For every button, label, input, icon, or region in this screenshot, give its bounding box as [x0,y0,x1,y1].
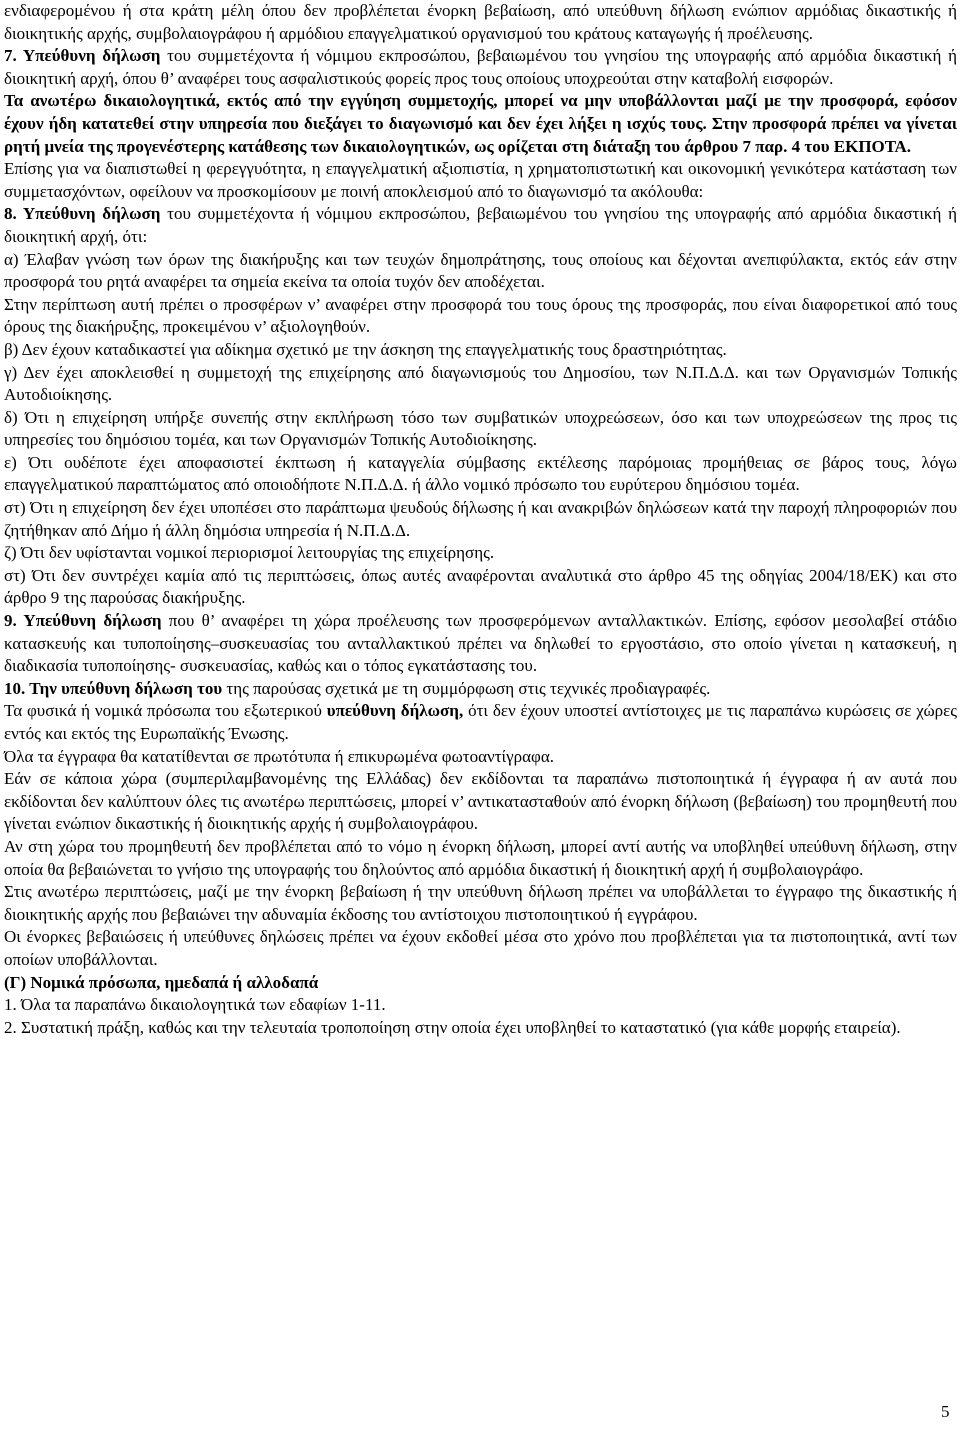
item-text: της παρούσας σχετικά με τη συμμόρφωση στις τεχνικές προδιαγραφές. [222,678,711,698]
paragraph: β) Δεν έχουν καταδικαστεί για αδίκημα σχετικό με την άσκηση της επαγγελματικής τους δραστηριότητας. [4,339,727,359]
paragraph [4,700,957,745]
paragraph-item-8 [4,203,957,248]
paragraph: στ) Ότι η επιχείρηση δεν έχει υποπέσει στο παράπτωμα ψευδούς δήλωσης ή και ανακριβών δηλώσεων κατά την παροχή πληροφοριών που ζητήθηκαν από Δήμο ή άλλη δημόσια υπηρεσία ή Ν.Π.Δ.Δ. [4,498,957,540]
paragraph: Αν στη χώρα του προμηθευτή δεν προβλέπεται από το νόμο η ένορκη δήλωση, μπορεί αντί αυτής να υποβληθεί υπεύθυνη δήλωση, στην οποία θα βεβαιώνεται το γνήσιο της υπογραφής του δηλούντος από αρμόδια δικαστική ή διοικητική αρχή ή συμβολαιογράφο. [4,836,957,879]
page-number: 5 [941,1402,950,1421]
paragraph: Οι ένορκες βεβαιώσεις ή υπεύθυνες δηλώσεις πρέπει να έχουν εκδοθεί μέσα στο χρόνο που προβλέπεται για τα πιστοποιητικά, αντί των οποίων υποβάλλονται. [4,927,957,969]
paragraph: Επίσης για να διαπιστωθεί η φερεγγυότητα, η επαγγελματική αξιοπιστία, η χρηματοπιστωτική και οικονομική γενικότερα κατάσταση των συμμετασχόντων, οφείλουν να προσκομίσουν με ποινή αποκλεισμού από το διαγωνισμό τα ακόλουθα: [4,159,957,201]
section-heading: (Γ) Νομικά πρόσωπα, ημεδαπά ή αλλοδαπά [4,972,319,992]
text-run: ότι δεν έχουν υποστεί αντίστοιχες με τις παραπάνω κυρώσεις σε χώρες εντός και εκτός της Ευρωπαϊκής Ένωσης. [4,701,958,743]
paragraph: δ) Ότι η επιχείρηση υπήρξε συνεπής στην εκπλήρωση τόσο των συμβατικών υποχρεώσεων, όσο και των υποχρεώσεων της προς τις υπηρεσίες του δημόσιου τομέα, και των Οργανισμών Τοπικής Αυτοδιοίκησης. [4,407,957,450]
paragraph: Στην περίπτωση αυτή πρέπει ο προσφέρων ν’ αναφέρει στην προσφορά του τους όρους της προσφοράς, που είναι διαφορετικοί από τους όρους της διακήρυξης, προκειμένου ν’ αξιολογηθούν. [4,294,957,337]
paragraph: 1. Όλα τα παραπάνω δικαιολογητικά των εδαφίων 1-11. [4,995,386,1015]
paragraph: 2. Συστατική πράξη, καθώς και την τελευταία τροποποίηση στην οποία έχει υποβληθεί το καταστατικό (για κάθε μορφής εταιρεία). [4,1017,901,1037]
paragraph: Στις ανωτέρω περιπτώσεις, μαζί με την ένορκη βεβαίωση ή την υπεύθυνη δήλωση πρέπει να υποβάλλεται το έγγραφο της δικαστικής ή διοικητικής αρχής που βεβαιώνει την αδυναμία έκδοσης του αντίστοιχου πιστοποιητικού ή εγγράφου. [4,882,957,924]
paragraph: στ) Ότι δεν συντρέχει καμία από τις περιπτώσεις, όπως αυτές αναφέρονται αναλυτικά στο άρθρο 45 της οδηγίας 2004/18/ΕΚ) και στο άρθρο 9 της παρούσας διακήρυξης. [4,565,957,608]
paragraph: γ) Δεν έχει αποκλεισθεί η συμμετοχή της επιχείρησης από διαγωνισμούς του Δημοσίου, των Ν.Π.Δ.Δ. και των Οργανισμών Τοπικής Αυτοδιοίκησης. [4,362,957,405]
item-heading: 10. Την υπεύθυνη δήλωση του [4,678,223,698]
item-heading: 8. Υπεύθυνη δήλωση [4,204,161,224]
paragraph-item-10 [4,678,957,701]
item-text: του συμμετέχοντα ή νόμιμου εκπροσώπου, βεβαιωμένου του γνησίου της υπογραφής από αρμόδια δικαστική ή διοικητική αρχή, ότι: [4,204,957,246]
paragraph: ε) Ότι ουδέποτε έχει αποφασιστεί έκπτωση ή καταγγελία σύμβασης εκτέλεσης παρόμοιας προμήθειας σε βάρος τους, λόγω επαγγελματικού παραπτώματος από οποιοδήποτε Ν.Π.Δ.Δ. ή άλλο νομικό πρόσωπο του ευρύτερου δημόσιου τομέα. [4,452,957,495]
paragraph-item-9 [4,610,957,678]
paragraph: ζ) Ότι δεν υφίστανται νομικοί περιορισμοί λειτουργίας της επιχείρησης. [4,543,495,563]
paragraph-item-7 [4,45,957,90]
bold-run: υπεύθυνη δήλωση, [326,701,464,721]
item-text: που θ’ αναφέρει τη χώρα προέλευσης των προσφερόμενων ανταλλακτικών. Επίσης, εφόσον μεσολαβεί στάδιο κατασκευής και τυποποίησης–συσκευασίας του ανταλλακτικού πρέπει να δηλωθεί το εργοστάσιο, στο οποίο γίνεται η κατασκευή, η διαδικασία τυποποίησης- συσκευασίας, καθώς και ο τόπος εγκατάστασης του. [4,611,958,676]
paragraph: Όλα τα έγγραφα θα κατατίθενται σε πρωτότυπα ή επικυρωμένα φωτοαντίγραφα. [4,746,555,766]
paragraph: Εάν σε κάποια χώρα (συμπεριλαμβανομένης της Ελλάδας) δεν εκδίδονται τα παραπάνω πιστοποιητικά ή έγγραφα ή αν αυτά που εκδίδονται δεν καλύπτουν όλες τις ανωτέρω περιπτώσεις, μπορεί ν’ αντικατασταθούν από ένορκη δήλωση (βεβαίωση) του προμηθευτή που γίνεται ενώπιον δικαστικής ή διοικητικής αρχής ή συμβολαιογράφου. [4,769,957,834]
item-text: του συμμετέχοντα ή νόμιμου εκπροσώπου, βεβαιωμένου του γνησίου της υπογραφής από αρμόδια δικαστική ή διοικητική αρχή, όπου θ’ αναφέρει τους ασφαλιστικούς φορείς προς τους οποίους υποχρεούται στην καταβολή εισφορών. [4,46,957,88]
text-run: Τα φυσικά ή νομικά πρόσωπα του εξωτερικού [4,701,327,721]
paragraph: α) Έλαβαν γνώση των όρων της διακήρυξης και των τευχών δημοπράτησης, τους οποίους και δέχονται ανεπιφύλακτα, εκτός εάν στην προσφορά του ρητά αναφέρει τα σημεία εκείνα τα οποία τυχόν δεν αποδέχεται. [4,249,957,292]
paragraph: ενδιαφερομένου ή στα κράτη μέλη όπου δεν προβλέπεται ένορκη βεβαίωση, από υπεύθυνη δήλωση ενώπιον αρμόδιας δικαστικής ή διοικητικής αρχής, συμβολαιογράφου ή αρμόδιου επαγγελματικού οργανισμού του κράτους καταγωγής ή προέλευσης. [4,1,957,43]
item-heading: 9. Υπεύθυνη δήλωση [4,611,162,631]
bold-paragraph: Τα ανωτέρω δικαιολογητικά, εκτός από την εγγύηση συμμετοχής, μπορεί να μην υποβάλλονται μαζί με την προσφορά, εφόσον έχουν ήδη κατατεθεί στην υπηρεσία που διεξάγει το διαγωνισμό και δεν έχει λήξει η ισχύς τους. Στην προσφορά πρέπει να γίνεται ρητή μνεία της προγενέστερης κατάθεσης των δικαιολογητικών, ως ορίζεται στη διάταξη του άρθρου 7 παρ. 4 του ΕΚΠΟΤΑ. [4,91,957,156]
item-heading: 7. Υπεύθυνη δήλωση [4,46,161,66]
